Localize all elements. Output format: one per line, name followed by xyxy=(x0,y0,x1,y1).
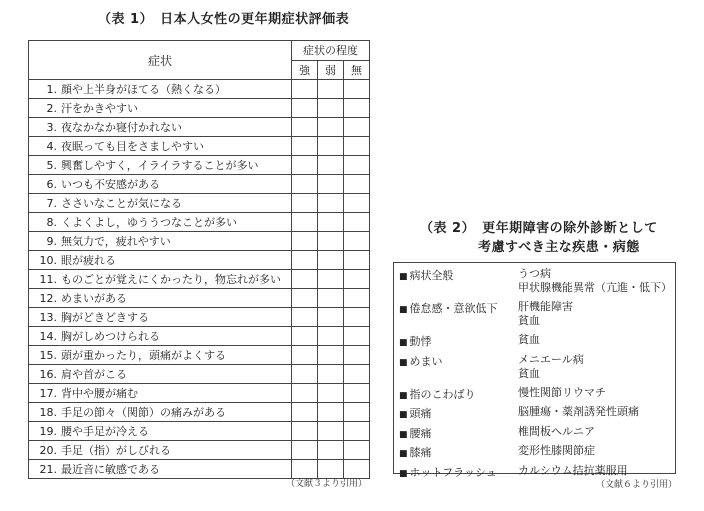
level-weak-cell xyxy=(318,384,344,403)
table-row xyxy=(29,80,370,99)
table-row xyxy=(29,441,370,460)
bullet-square-icon: ■ xyxy=(399,468,408,479)
table-row xyxy=(29,308,370,327)
level-strong-cell xyxy=(292,80,318,99)
table2-title-line1: （表 2） 更年期障害の除外診断として xyxy=(420,221,658,236)
symptom-item xyxy=(29,327,292,346)
item-text: 肩や首がこる xyxy=(61,368,127,381)
symptom-item xyxy=(29,403,292,422)
item-text: 汗をかきやすい xyxy=(61,102,138,115)
level-weak-cell xyxy=(318,194,344,213)
disease-list xyxy=(518,425,595,439)
table-row xyxy=(29,327,370,346)
symptom-item xyxy=(29,460,292,479)
level-strong-cell xyxy=(292,232,318,251)
disease-list xyxy=(518,444,595,458)
table-row xyxy=(29,156,370,175)
level-none-cell xyxy=(344,232,370,251)
disease-list xyxy=(518,267,672,295)
disease-name: 肝機能障害 xyxy=(518,300,573,313)
table1-title: （表 1） 日本人女性の更年期症状評価表 xyxy=(98,12,350,27)
level-weak-cell xyxy=(318,80,344,99)
level-weak-cell xyxy=(318,422,344,441)
item-text: ものごとが覚えにくかったり，物忘れが多い xyxy=(61,273,281,286)
level-none-cell xyxy=(344,365,370,384)
symptom-item xyxy=(29,156,292,175)
level-strong-cell xyxy=(292,194,318,213)
category-text: 腰痛 xyxy=(409,426,432,440)
disease-list xyxy=(518,405,639,419)
level-none-cell xyxy=(344,137,370,156)
item-text: 胸がしめつけられる xyxy=(61,330,160,343)
category-text: 動悸 xyxy=(409,335,432,348)
category-text: 病状全般 xyxy=(409,269,454,282)
item-number: 14. xyxy=(39,330,57,343)
level-none-cell xyxy=(344,346,370,365)
level-strong-cell xyxy=(292,156,318,175)
level-none-cell xyxy=(344,80,370,99)
level-none-header: 無 xyxy=(344,60,370,80)
bullet-square-icon: ■ xyxy=(399,338,408,348)
level-strong-cell xyxy=(292,175,318,194)
item-number: 15. xyxy=(39,349,57,362)
symptom-item xyxy=(29,118,292,137)
item-number: 9. xyxy=(46,235,57,248)
table1-citation: （文献３より引用） xyxy=(286,479,368,489)
symptom-item xyxy=(29,80,292,99)
level-weak-cell xyxy=(318,441,344,460)
category-text: ホットフラッシュ xyxy=(409,465,497,479)
bullet-square-icon: ■ xyxy=(399,390,408,401)
level-weak-cell xyxy=(318,156,344,175)
level-strong-cell xyxy=(292,118,318,137)
table2-title-line2: 考慮すべき主な疾患・病態 xyxy=(478,240,640,255)
disease-name: 貧血 xyxy=(518,333,540,346)
level-strong-cell xyxy=(292,346,318,365)
disease-list xyxy=(518,333,540,347)
item-number: 19. xyxy=(39,425,57,438)
item-text: 頭が重かったり，頭痛がよくする xyxy=(61,349,226,362)
level-none-cell xyxy=(344,175,370,194)
item-text: 夜なかなか寝付かれない xyxy=(61,121,182,134)
disease-name: 慢性関節リウマチ xyxy=(518,385,606,399)
disease-name: 貧血 xyxy=(518,314,540,327)
item-number: 11. xyxy=(39,273,57,286)
item-number: 8. xyxy=(46,216,57,229)
category-text: 膝痛 xyxy=(409,446,432,459)
category-label xyxy=(399,267,454,283)
symptom-item xyxy=(29,194,292,213)
table-row xyxy=(29,403,370,422)
table-row xyxy=(29,175,370,194)
level-none-cell xyxy=(344,270,370,289)
symptom-item xyxy=(29,251,292,270)
level-none-cell xyxy=(344,403,370,422)
category-label xyxy=(399,425,432,441)
item-text: 最近音に敏感である xyxy=(61,463,160,476)
symptom-item xyxy=(29,441,292,460)
table-row xyxy=(29,251,370,270)
item-text: 手足（指）がしびれる xyxy=(61,444,171,457)
level-none-cell xyxy=(344,441,370,460)
disease-name: 脳腫瘍・薬剤誘発性頭痛 xyxy=(518,405,639,418)
level-strong-cell xyxy=(292,99,318,118)
item-text: 夜眠っても目をさましやすい xyxy=(61,140,204,153)
level-strong-cell xyxy=(292,270,318,289)
table2-citation: （文献６より引用） xyxy=(596,480,678,490)
symptom-item xyxy=(29,175,292,194)
category-label xyxy=(399,464,497,480)
disease-list xyxy=(518,464,628,478)
symptom-item xyxy=(29,308,292,327)
item-number: 16. xyxy=(39,368,57,381)
disease-list xyxy=(518,353,584,381)
exclusion-diagnosis-table xyxy=(393,262,676,479)
level-weak-header: 弱 xyxy=(318,60,344,80)
item-number: 20. xyxy=(39,444,57,457)
level-weak-cell xyxy=(318,403,344,422)
level-weak-cell xyxy=(318,270,344,289)
level-strong-cell xyxy=(292,289,318,308)
table-row xyxy=(29,118,370,137)
item-number: 17. xyxy=(39,387,57,400)
disease-name: うつ病 xyxy=(518,267,551,280)
level-none-cell xyxy=(344,213,370,232)
category-label xyxy=(399,386,476,402)
item-number: 6. xyxy=(46,178,57,191)
level-weak-cell xyxy=(318,327,344,346)
item-number: 5. xyxy=(46,159,57,172)
disease-name: 変形性膝関節症 xyxy=(518,444,595,457)
item-number: 13. xyxy=(39,311,57,324)
level-weak-cell xyxy=(318,289,344,308)
item-text: めまいがある xyxy=(61,292,127,305)
item-number: 10. xyxy=(39,254,57,267)
item-text: いつも不安感がある xyxy=(61,178,160,191)
level-strong-cell xyxy=(292,403,318,422)
symptom-item xyxy=(29,99,292,118)
symptom-item xyxy=(29,422,292,441)
table-row xyxy=(29,422,370,441)
disease-name: 甲状腺機能異常（亢進・低下） xyxy=(518,281,672,294)
level-weak-cell xyxy=(318,308,344,327)
bullet-square-icon: ■ xyxy=(399,429,408,440)
bullet-square-icon: ■ xyxy=(399,305,408,315)
symptom-item xyxy=(29,365,292,384)
item-text: 顔や上半身がほてる（熱くなる） xyxy=(61,83,226,96)
item-text: 無気力で，疲れやすい xyxy=(61,235,171,248)
category-label xyxy=(399,405,432,421)
level-weak-cell xyxy=(318,365,344,384)
level-none-cell xyxy=(344,384,370,403)
level-strong-cell xyxy=(292,422,318,441)
level-weak-cell xyxy=(318,99,344,118)
item-text: 興奮しやすく，イライラすることが多い xyxy=(61,159,259,172)
disease-name: カルシウム拮抗薬服用 xyxy=(518,463,628,477)
item-number: 12. xyxy=(39,292,57,305)
level-none-cell xyxy=(344,308,370,327)
category-label xyxy=(399,444,432,460)
bullet-square-icon: ■ xyxy=(399,410,408,420)
symptom-item xyxy=(29,232,292,251)
symptom-evaluation-table xyxy=(28,40,370,479)
symptom-item xyxy=(29,346,292,365)
item-text: 手足の節々（関節）の痛みがある xyxy=(61,406,226,419)
item-number: 2. xyxy=(46,102,57,115)
category-label xyxy=(399,353,443,369)
level-weak-cell xyxy=(318,175,344,194)
level-none-cell xyxy=(344,422,370,441)
level-none-cell xyxy=(344,118,370,137)
item-number: 3. xyxy=(46,121,57,134)
item-number: 18. xyxy=(39,406,57,419)
table-row xyxy=(29,384,370,403)
level-strong-cell xyxy=(292,308,318,327)
category-text: 指のこわばり xyxy=(409,387,476,401)
item-text: 腰や手足が冷える xyxy=(61,425,149,438)
disease-name: 椎間板ヘルニア xyxy=(518,424,595,438)
symptom-item xyxy=(29,384,292,403)
category-label xyxy=(399,300,498,316)
table-row xyxy=(29,289,370,308)
level-weak-cell xyxy=(318,251,344,270)
level-none-cell xyxy=(344,194,370,213)
level-strong-cell xyxy=(292,384,318,403)
item-text: 胸がどきどきする xyxy=(61,311,149,324)
item-number: 4. xyxy=(46,140,57,153)
level-weak-cell xyxy=(318,346,344,365)
item-text: 眼が疲れる xyxy=(61,254,116,267)
disease-name: 貧血 xyxy=(518,366,540,380)
level-none-cell xyxy=(344,99,370,118)
table-row xyxy=(29,365,370,384)
bullet-square-icon: ■ xyxy=(399,357,408,368)
category-label xyxy=(399,333,432,349)
bullet-square-icon: ■ xyxy=(399,449,408,459)
level-strong-cell xyxy=(292,441,318,460)
level-strong-cell xyxy=(292,137,318,156)
table-row xyxy=(29,270,370,289)
symptom-item xyxy=(29,289,292,308)
table-row xyxy=(29,194,370,213)
level-strong-cell xyxy=(292,213,318,232)
item-text: くよくよし，ゆううつなことが多い xyxy=(61,216,237,229)
level-weak-cell xyxy=(318,213,344,232)
disease-list xyxy=(518,386,606,400)
level-strong-cell xyxy=(292,365,318,384)
symptom-item xyxy=(29,213,292,232)
level-strong-cell xyxy=(292,327,318,346)
disease-name: メニエール病 xyxy=(518,352,584,366)
symptom-item xyxy=(29,270,292,289)
symptom-column-header: 症状 xyxy=(29,41,292,80)
level-weak-cell xyxy=(318,137,344,156)
table-row xyxy=(29,99,370,118)
category-text: 倦怠感・意欲低下 xyxy=(409,302,498,315)
level-none-cell xyxy=(344,327,370,346)
level-weak-cell xyxy=(318,232,344,251)
table-row xyxy=(29,232,370,251)
category-text: めまい xyxy=(409,354,443,368)
item-number: 7. xyxy=(46,197,57,210)
level-none-cell xyxy=(344,251,370,270)
table-row xyxy=(29,137,370,156)
table-row xyxy=(29,346,370,365)
level-strong-cell xyxy=(292,251,318,270)
bullet-square-icon: ■ xyxy=(399,272,408,282)
item-number: 1. xyxy=(46,83,57,96)
level-strong-header: 強 xyxy=(292,60,318,80)
level-weak-cell xyxy=(318,118,344,137)
symptom-item xyxy=(29,137,292,156)
degree-column-header: 症状の程度 xyxy=(292,41,370,61)
disease-list xyxy=(518,300,573,328)
table-row xyxy=(29,213,370,232)
item-text: ささいなことが気になる xyxy=(61,197,182,210)
category-text: 頭痛 xyxy=(409,407,432,420)
item-text: 背中や腰が痛む xyxy=(61,387,138,400)
item-number: 21. xyxy=(39,463,57,476)
level-none-cell xyxy=(344,289,370,308)
level-none-cell xyxy=(344,156,370,175)
